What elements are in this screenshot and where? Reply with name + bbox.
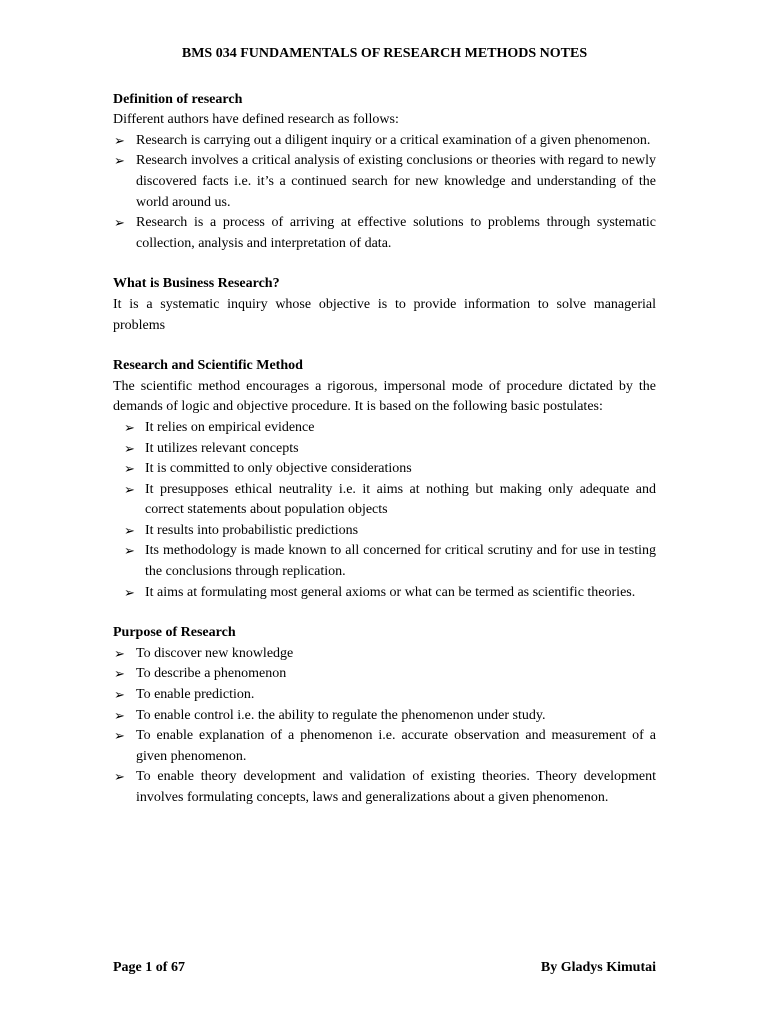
bullet-list [113, 131, 656, 255]
arrow-bullet-icon: ➢ [114, 645, 125, 661]
section-scientific-method [113, 356, 656, 603]
arrow-bullet-icon: ➢ [114, 707, 125, 723]
author-credit: By Gladys Kimutai [540, 960, 656, 975]
list-item [113, 439, 656, 460]
section-heading: What is Business Research? [113, 276, 280, 292]
section-definition-of-research [113, 90, 656, 255]
list-item-text: To enable explanation of a phenomenon i.e. accurate observation and measurement of a given phenomenon. [136, 728, 656, 764]
list-item-text: It utilizes relevant concepts [145, 440, 299, 456]
list-item-text: To enable theory development and validation of existing theories. Theory development involves formulating concepts, laws and generalizations about a given phenomenon. [136, 769, 656, 805]
list-item [113, 767, 656, 808]
list-item-text: Research is carrying out a diligent inquiry or a critical examination of a given phenomenon. [136, 132, 651, 148]
page-word: Page [113, 960, 142, 975]
page-content [113, 44, 656, 829]
section-intro: The scientific method encourages a rigorous, impersonal mode of procedure dictated by the demands of logic and objective procedure. It is based on the following basic postulates: [113, 378, 656, 415]
arrow-bullet-icon: ➢ [124, 440, 135, 456]
arrow-bullet-icon: ➢ [114, 215, 125, 231]
bullet-list [113, 418, 656, 603]
arrow-bullet-icon: ➢ [124, 481, 135, 497]
arrow-bullet-icon: ➢ [114, 666, 125, 682]
arrow-bullet-icon: ➢ [114, 769, 125, 785]
bullet-list [113, 644, 656, 809]
page-footer [113, 958, 656, 979]
arrow-bullet-icon: ➢ [124, 461, 135, 477]
total-pages: 67 [170, 960, 185, 975]
arrow-bullet-icon: ➢ [124, 543, 135, 559]
section-purpose-of-research [113, 623, 656, 808]
list-item-text: It presupposes ethical neutrality i.e. it aims at nothing but making only adequate and correct statements about population objects [145, 481, 656, 518]
arrow-bullet-icon: ➢ [114, 153, 125, 169]
arrow-bullet-icon: ➢ [114, 728, 125, 744]
list-item-text: It results into probabilistic predictions [145, 522, 359, 538]
section-heading: Research and Scientific Method [113, 358, 303, 374]
arrow-bullet-icon: ➢ [124, 419, 135, 435]
list-item-text: To enable control i.e. the ability to regulate the phenomenon under study. [136, 707, 546, 723]
current-page: 1 [145, 960, 153, 975]
list-item [113, 151, 656, 213]
list-item-text: It relies on empirical evidence [145, 419, 315, 435]
arrow-bullet-icon: ➢ [114, 132, 125, 148]
list-item [113, 521, 656, 542]
section-heading: Definition of research [113, 91, 243, 107]
list-item [113, 664, 656, 685]
of-word: of [155, 960, 168, 975]
section-intro: It is a systematic inquiry whose objective is to provide information to solve managerial problems [113, 296, 656, 333]
list-item-text: It is committed to only objective considerations [145, 461, 412, 477]
section-business-research [113, 274, 656, 336]
section-intro: Different authors have defined research as follows: [113, 112, 399, 128]
list-item [113, 706, 656, 727]
list-item [113, 644, 656, 665]
arrow-bullet-icon: ➢ [114, 687, 125, 703]
list-item [113, 213, 656, 254]
list-item [113, 726, 656, 767]
list-item-text: It aims at formulating most general axioms or what can be termed as scientific theories. [145, 584, 636, 600]
list-item-text: Its methodology is made known to all concerned for critical scrutiny and for use in testing the conclusions through replication. [145, 543, 656, 580]
list-item [113, 480, 656, 521]
list-item-text: Research involves a critical analysis of existing conclusions or theories with regard to newly discovered facts i.e. it’s a continued search for new knowledge and understanding of the world around us. [136, 153, 656, 210]
list-item [113, 131, 656, 152]
list-item [113, 541, 656, 582]
list-item-text: To enable prediction. [136, 687, 255, 703]
arrow-bullet-icon: ➢ [124, 522, 135, 538]
list-item [113, 418, 656, 439]
list-item [113, 685, 656, 706]
document-title: BMS 034 FUNDAMENTALS OF RESEARCH METHODS NOTES [181, 46, 588, 61]
section-heading: Purpose of Research [113, 625, 236, 641]
arrow-bullet-icon: ➢ [124, 584, 135, 600]
list-item-text: Research is a process of arriving at effective solutions to problems through systematic collection, analysis and interpretation of data. [136, 215, 656, 251]
page-number [113, 958, 185, 979]
list-item-text: To discover new knowledge [136, 645, 294, 661]
list-item [113, 459, 656, 480]
list-item-text: To describe a phenomenon [136, 666, 287, 682]
list-item [113, 583, 656, 604]
